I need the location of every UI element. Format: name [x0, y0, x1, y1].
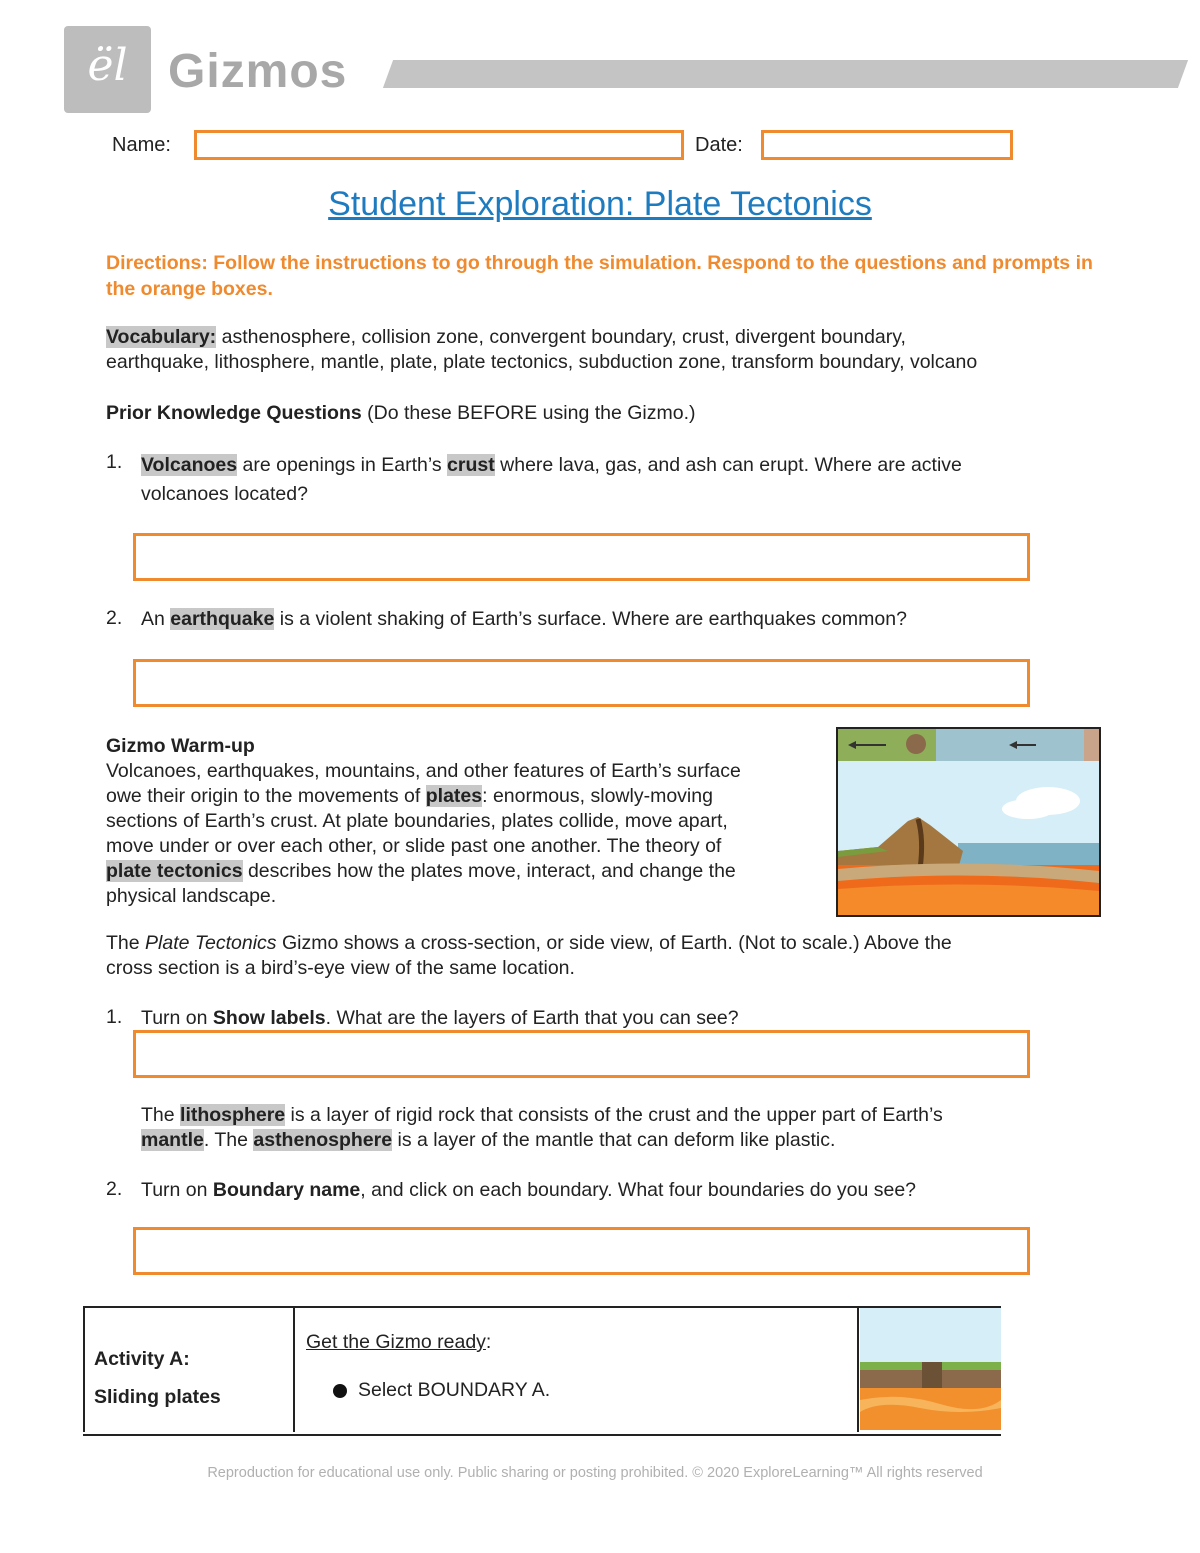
bullet-icon	[333, 1384, 347, 1398]
warmup-line2-post: : enormous, slowly-moving	[482, 785, 713, 807]
term-plate-tectonics: plate tectonics	[106, 860, 243, 882]
note-mid: is a layer of rigid rock that consists of the crust and the upper part of Earth’s	[285, 1104, 943, 1126]
term-mantle: mantle	[141, 1129, 204, 1151]
brand-name: Gizmos	[168, 45, 348, 98]
prior-q2-text	[141, 607, 1081, 632]
prior-q2-post: is a violent shaking of Earth’s surface. Where are earthquakes common?	[274, 608, 907, 630]
activity-label-line2: Sliding plates	[94, 1386, 221, 1408]
term-earthquake: earthquake	[170, 608, 275, 630]
warmup-q2-post: , and click on each boundary. What four boundaries do you see?	[360, 1179, 917, 1201]
footer-copyright: Reproduction for educational use only. Public sharing or posting prohibited. © 2020 ExploreLearning™ All rights reserved	[207, 1465, 983, 1481]
activity-label	[94, 1340, 221, 1416]
warmup-line1: Volcanoes, earthquakes, mountains, and other features of Earth’s surface	[106, 760, 741, 782]
term-volcanoes: Volcanoes	[141, 454, 238, 476]
prior-q2-number: 2.	[106, 607, 123, 629]
boundary-name-term: Boundary name	[212, 1179, 361, 1201]
warmup-heading: Gizmo Warm-up	[106, 735, 255, 757]
name-label: Name:	[112, 134, 171, 156]
warmup-line3: sections of Earth’s crust. At plate boundaries, plates collide, move apart,	[106, 810, 728, 832]
vocabulary-line2: earthquake, lithosphere, mantle, plate, plate tectonics, subduction zone, transform boundary, volcano	[106, 351, 978, 373]
warmup-q1-text	[141, 1006, 1081, 1031]
vocabulary-label: Vocabulary:	[106, 326, 217, 348]
note-pre: The	[141, 1104, 181, 1126]
directions: Directions: Follow the instructions to go through the simulation. Respond to the questions and prompts in the orange boxes.	[106, 252, 1093, 300]
prior-heading-note: (Do these BEFORE using the Gizmo.)	[361, 402, 696, 424]
header-bar	[383, 60, 1188, 88]
note-post: is a layer of the mantle that can deform like plastic.	[392, 1129, 836, 1151]
note-mid2: . The	[203, 1129, 254, 1151]
term-crust: crust	[447, 454, 495, 476]
boundary-a-illustration	[860, 1308, 1001, 1430]
activity-cell-divider	[857, 1306, 859, 1432]
warmup-q2-text	[141, 1178, 1081, 1203]
prior-q1-line2: volcanoes located?	[141, 483, 308, 505]
warmup-q2-pre: Turn on	[141, 1179, 213, 1201]
gizmo-ready-heading	[306, 1330, 491, 1355]
warmup-line2-pre: owe their origin to the movements of	[106, 785, 426, 807]
term-lithosphere: lithosphere	[180, 1104, 286, 1126]
explorelearning-logo-icon: ël	[87, 40, 128, 91]
plate-tectonics-illustration	[836, 727, 1101, 917]
lithosphere-note	[141, 1103, 1071, 1153]
answer-box-warmup-q2[interactable]	[133, 1227, 1030, 1275]
warmup-para2	[106, 931, 1106, 981]
answer-box-prior-q1[interactable]	[133, 533, 1030, 581]
vocabulary-line1: asthenosphere, collision zone, convergent boundary, crust, divergent boundary,	[216, 326, 906, 348]
term-plates: plates	[425, 785, 483, 807]
warmup-line4: move under or over each other, or slide past one another. The theory of	[106, 835, 722, 857]
prior-q1-number: 1.	[106, 451, 123, 473]
answer-box-warmup-q1[interactable]	[133, 1030, 1030, 1078]
warmup-q1-number: 1.	[106, 1006, 123, 1028]
warmup-line5-post: describes how the plates move, interact, and change the	[242, 860, 736, 882]
warmup-section	[106, 734, 826, 909]
gizmo-ready-colon: :	[485, 1331, 492, 1353]
show-labels-term: Show labels	[212, 1007, 326, 1029]
answer-box-prior-q2[interactable]	[133, 659, 1030, 707]
prior-heading: Prior Knowledge Questions	[106, 402, 362, 424]
warmup-q2-number: 2.	[106, 1178, 123, 1200]
term-asthenosphere: asthenosphere	[253, 1129, 393, 1151]
sliding-plates-icon	[860, 1308, 1001, 1430]
page-title: Student Exploration: Plate Tectonics	[328, 185, 872, 223]
gizmo-ready-text: Get the Gizmo ready	[306, 1331, 486, 1353]
warmup-q1-post: . What are the layers of Earth that you can see?	[325, 1007, 739, 1029]
warmup-para2-line2: cross section is a bird’s-eye view of the same location.	[106, 957, 575, 979]
prior-q1-text1: are openings in Earth’s	[237, 454, 448, 476]
prior-heading-row	[106, 401, 696, 426]
warmup-line6: physical landscape.	[106, 885, 277, 907]
warmup-para2-pre: The	[106, 932, 146, 954]
date-field[interactable]	[761, 130, 1013, 160]
warmup-q1-pre: Turn on	[141, 1007, 213, 1029]
warmup-para2-post: Gizmo shows a cross-section, or side view, of Earth. (Not to scale.) Above the	[276, 932, 952, 954]
volcano-cross-section-icon	[838, 729, 1099, 915]
vocabulary	[106, 325, 1106, 375]
warmup-para2-italic: Plate Tectonics	[145, 932, 277, 954]
date-label: Date:	[695, 134, 743, 156]
select-boundary-instruction: Select BOUNDARY A.	[358, 1379, 551, 1401]
prior-q2-pre: An	[141, 608, 171, 630]
name-field[interactable]	[194, 130, 684, 160]
prior-q1-text2: where lava, gas, and ash can erupt. Where are active	[494, 454, 962, 476]
prior-q1-text	[141, 451, 1081, 509]
activity-label-line1: Activity A:	[94, 1348, 190, 1370]
